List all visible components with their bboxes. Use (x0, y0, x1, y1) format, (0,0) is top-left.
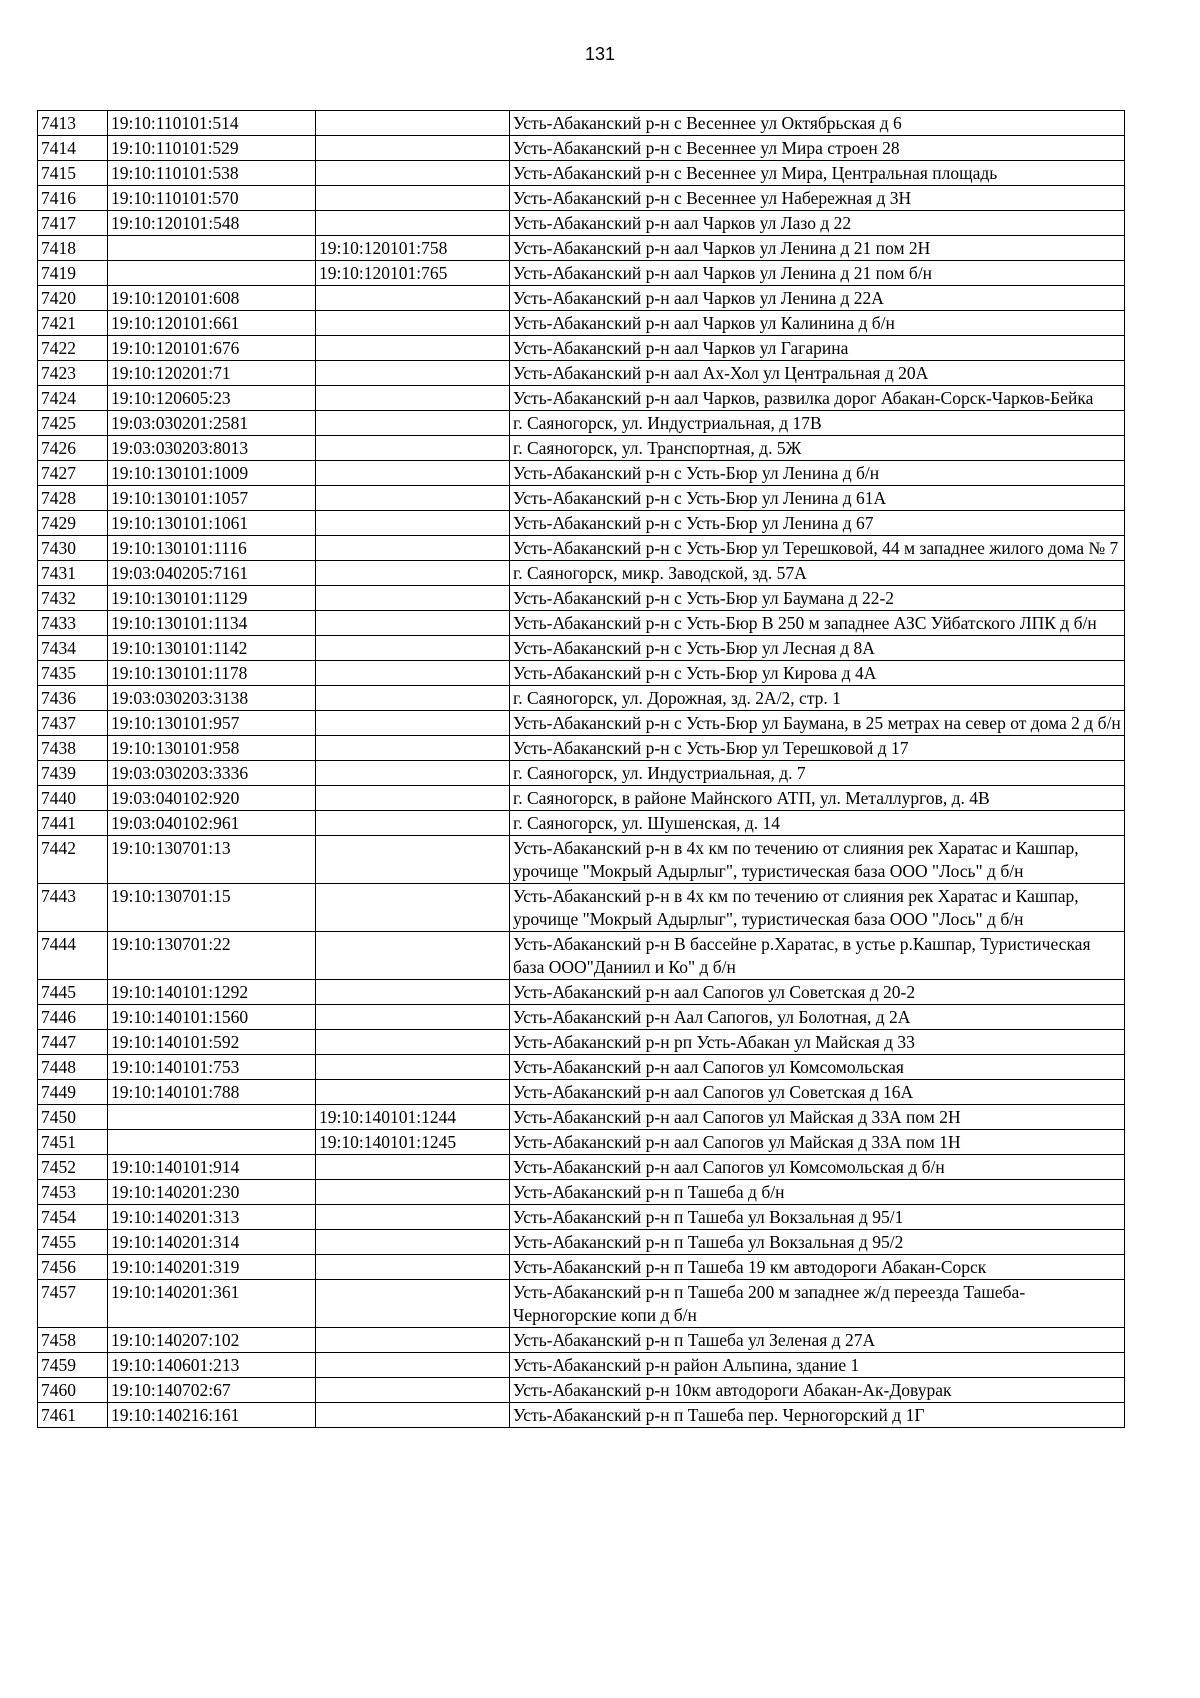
address: Усть-Абаканский р-н аал Сапогов ул Комсомольская (510, 1055, 1125, 1080)
address: Усть-Абаканский р-н с Усть-Бюр ул Кирова д 4А (510, 661, 1125, 686)
address: Усть-Абаканский р-н аал Чарков ул Ленина д 22А (510, 286, 1125, 311)
table-row (38, 932, 1125, 980)
cadastral-number-secondary: 19:10:120101:765 (316, 261, 510, 286)
cadastral-number: 19:10:130101:1061 (108, 511, 316, 536)
row-number: 7451 (38, 1130, 108, 1155)
address: Усть-Абаканский р-н аал Чарков ул Ленина д 21 пом б/н (510, 261, 1125, 286)
row-number: 7433 (38, 611, 108, 636)
cadastral-number: 19:10:140702:67 (108, 1378, 316, 1403)
cadastral-number: 19:10:120101:548 (108, 211, 316, 236)
row-number: 7424 (38, 386, 108, 411)
address: Усть-Абаканский р-н с Весеннее ул Набережная д 3Н (510, 186, 1125, 211)
cadastral-number-secondary (316, 361, 510, 386)
cadastral-number-secondary (316, 1055, 510, 1080)
address: Усть-Абаканский р-н с Весеннее ул Мира, Центральная площадь (510, 161, 1125, 186)
cadastral-number (108, 261, 316, 286)
cadastral-number: 19:10:140201:313 (108, 1205, 316, 1230)
address: Усть-Абаканский р-н в 4х км по течению от слияния рек Харатас и Кашпар, урочище "Мокрый Адырлыг", туристическая база ООО "Лось" д б/н (510, 884, 1125, 932)
table-row (38, 611, 1125, 636)
address: Усть-Абаканский р-н с Усть-Бюр ул Баумана, в 25 метрах на север от дома 2 д б/н (510, 711, 1125, 736)
table-row (38, 561, 1125, 586)
table-row (38, 1378, 1125, 1403)
cadastral-number-secondary (316, 336, 510, 361)
row-number: 7419 (38, 261, 108, 286)
cadastral-number-secondary (316, 186, 510, 211)
cadastral-number-secondary (316, 536, 510, 561)
cadastral-number: 19:10:110101:514 (108, 111, 316, 136)
address: Усть-Абаканский р-н с Весеннее ул Мира строен 28 (510, 136, 1125, 161)
address: Усть-Абаканский р-н аал Сапогов ул Майская д 33А пом 1Н (510, 1130, 1125, 1155)
address: Усть-Абаканский р-н с Усть-Бюр ул Ленина д б/н (510, 461, 1125, 486)
cadastral-number-secondary (316, 461, 510, 486)
address: Усть-Абаканский р-н аал Сапогов ул Майская д 33А пом 2Н (510, 1105, 1125, 1130)
cadastral-number-secondary (316, 1155, 510, 1180)
table-row (38, 236, 1125, 261)
cadastral-number: 19:10:120101:608 (108, 286, 316, 311)
cadastral-number-secondary (316, 686, 510, 711)
address: Усть-Абаканский р-н аал Сапогов ул Комсомольская д б/н (510, 1155, 1125, 1180)
table-row (38, 761, 1125, 786)
cadastral-number: 19:10:130101:1134 (108, 611, 316, 636)
row-number: 7434 (38, 636, 108, 661)
cadastral-number-secondary (316, 486, 510, 511)
address: Усть-Абаканский р-н п Ташеба 200 м западнее ж/д переезда Ташеба-Черногорские копи д б/н (510, 1280, 1125, 1328)
row-number: 7414 (38, 136, 108, 161)
cadastral-number: 19:10:140207:102 (108, 1328, 316, 1353)
cadastral-number-secondary (316, 736, 510, 761)
table-row (38, 884, 1125, 932)
cadastral-number: 19:10:130101:1009 (108, 461, 316, 486)
cadastral-number-secondary (316, 1180, 510, 1205)
cadastral-number: 19:10:140201:314 (108, 1230, 316, 1255)
cadastral-number: 19:10:140101:1560 (108, 1005, 316, 1030)
address: Усть-Абаканский р-н с Усть-Бюр ул Терешковой д 17 (510, 736, 1125, 761)
cadastral-number: 19:10:140101:592 (108, 1030, 316, 1055)
address: Усть-Абаканский р-н 10км автодороги Абакан-Ак-Довурак (510, 1378, 1125, 1403)
table-row (38, 311, 1125, 336)
cadastral-number: 19:10:140101:914 (108, 1155, 316, 1180)
row-number: 7441 (38, 811, 108, 836)
table-row (38, 1105, 1125, 1130)
row-number: 7461 (38, 1403, 108, 1428)
row-number: 7431 (38, 561, 108, 586)
page-number: 131 (584, 44, 616, 64)
cadastral-number: 19:10:140601:213 (108, 1353, 316, 1378)
address: Усть-Абаканский р-н аал Чарков, развилка дорог Абакан-Сорск-Чарков-Бейка (510, 386, 1125, 411)
row-number: 7458 (38, 1328, 108, 1353)
table-row (38, 111, 1125, 136)
table-row (38, 786, 1125, 811)
table-row (38, 536, 1125, 561)
cadastral-number: 19:10:110101:529 (108, 136, 316, 161)
cadastral-number-secondary (316, 1080, 510, 1105)
table-row (38, 1155, 1125, 1180)
cadastral-number (108, 1130, 316, 1155)
row-number: 7459 (38, 1353, 108, 1378)
cadastral-number-secondary (316, 932, 510, 980)
row-number: 7413 (38, 111, 108, 136)
cadastral-number: 19:10:110101:570 (108, 186, 316, 211)
table-row (38, 336, 1125, 361)
cadastral-number: 19:10:130101:1178 (108, 661, 316, 686)
row-number: 7429 (38, 511, 108, 536)
table-row (38, 1280, 1125, 1328)
table-row (38, 511, 1125, 536)
cadastral-number-secondary (316, 611, 510, 636)
address: Усть-Абаканский р-н п Ташеба 19 км автодороги Абакан-Сорск (510, 1255, 1125, 1280)
row-number: 7460 (38, 1378, 108, 1403)
registry-rows (38, 111, 1125, 1428)
address: Усть-Абаканский р-н Аал Сапогов, ул Болотная, д 2А (510, 1005, 1125, 1030)
cadastral-number: 19:10:140201:230 (108, 1180, 316, 1205)
table-row (38, 411, 1125, 436)
address: Усть-Абаканский р-н с Усть-Бюр ул Ленина д 67 (510, 511, 1125, 536)
cadastral-number: 19:03:030201:2581 (108, 411, 316, 436)
table-row (38, 1005, 1125, 1030)
table-row (38, 686, 1125, 711)
row-number: 7438 (38, 736, 108, 761)
address: Усть-Абаканский р-н В бассейне р.Харатас, в устье р.Кашпар, Туристическая база ООО"Даниил и Ко" д б/н (510, 932, 1125, 980)
address: Усть-Абаканский р-н п Ташеба ул Вокзальная д 95/1 (510, 1205, 1125, 1230)
cadastral-number: 19:10:130701:13 (108, 836, 316, 884)
row-number: 7443 (38, 884, 108, 932)
cadastral-number: 19:10:120201:71 (108, 361, 316, 386)
cadastral-number: 19:10:140201:319 (108, 1255, 316, 1280)
address: г. Саяногорск, ул. Индустриальная, д 17В (510, 411, 1125, 436)
address: Усть-Абаканский р-н с Усть-Бюр ул Баумана д 22-2 (510, 586, 1125, 611)
address: Усть-Абаканский р-н аал Ах-Хол ул Центральная д 20А (510, 361, 1125, 386)
cadastral-number: 19:10:140216:161 (108, 1403, 316, 1428)
table-row (38, 1180, 1125, 1205)
row-number: 7428 (38, 486, 108, 511)
cadastral-number: 19:10:120101:676 (108, 336, 316, 361)
row-number: 7440 (38, 786, 108, 811)
cadastral-number (108, 236, 316, 261)
cadastral-number (108, 1105, 316, 1130)
table-row (38, 286, 1125, 311)
cadastral-number: 19:10:120101:661 (108, 311, 316, 336)
table-row (38, 836, 1125, 884)
cadastral-number-secondary (316, 111, 510, 136)
cadastral-number-secondary (316, 1378, 510, 1403)
registry-table (37, 110, 1125, 1428)
row-number: 7432 (38, 586, 108, 611)
row-number: 7417 (38, 211, 108, 236)
row-number: 7436 (38, 686, 108, 711)
row-number: 7446 (38, 1005, 108, 1030)
cadastral-number-secondary (316, 511, 510, 536)
address: г. Саяногорск, в районе Майнского АТП, ул. Металлургов, д. 4В (510, 786, 1125, 811)
cadastral-number-secondary (316, 661, 510, 686)
cadastral-number-secondary (316, 1328, 510, 1353)
table-row (38, 436, 1125, 461)
address: г. Саяногорск, ул. Шушенская, д. 14 (510, 811, 1125, 836)
row-number: 7437 (38, 711, 108, 736)
cadastral-number-secondary (316, 711, 510, 736)
row-number: 7445 (38, 980, 108, 1005)
row-number: 7447 (38, 1030, 108, 1055)
row-number: 7450 (38, 1105, 108, 1130)
address: Усть-Абаканский р-н аал Сапогов ул Советская д 20-2 (510, 980, 1125, 1005)
cadastral-number-secondary: 19:10:120101:758 (316, 236, 510, 261)
row-number: 7452 (38, 1155, 108, 1180)
table-row (38, 461, 1125, 486)
table-row (38, 1255, 1125, 1280)
table-row (38, 586, 1125, 611)
cadastral-number: 19:10:140101:753 (108, 1055, 316, 1080)
table-row (38, 1080, 1125, 1105)
table-row (38, 211, 1125, 236)
row-number: 7439 (38, 761, 108, 786)
cadastral-number: 19:03:040102:920 (108, 786, 316, 811)
table-row (38, 1230, 1125, 1255)
row-number: 7423 (38, 361, 108, 386)
cadastral-number: 19:03:030203:3138 (108, 686, 316, 711)
row-number: 7415 (38, 161, 108, 186)
cadastral-number-secondary: 19:10:140101:1244 (316, 1105, 510, 1130)
cadastral-number: 19:10:130101:1129 (108, 586, 316, 611)
table-row (38, 1205, 1125, 1230)
cadastral-number-secondary (316, 884, 510, 932)
cadastral-number: 19:10:130101:1116 (108, 536, 316, 561)
address: г. Саяногорск, ул. Дорожная, зд. 2А/2, стр. 1 (510, 686, 1125, 711)
row-number: 7420 (38, 286, 108, 311)
address: г. Саяногорск, ул. Индустриальная, д. 7 (510, 761, 1125, 786)
cadastral-number-secondary (316, 211, 510, 236)
table-row (38, 980, 1125, 1005)
cadastral-number-secondary (316, 1353, 510, 1378)
row-number: 7453 (38, 1180, 108, 1205)
cadastral-number-secondary (316, 636, 510, 661)
address: Усть-Абаканский р-н с Усть-Бюр ул Терешковой, 44 м западнее жилого дома № 7 (510, 536, 1125, 561)
cadastral-number-secondary (316, 286, 510, 311)
row-number: 7416 (38, 186, 108, 211)
table-row (38, 636, 1125, 661)
table-row (38, 1030, 1125, 1055)
cadastral-number-secondary (316, 436, 510, 461)
cadastral-number-secondary (316, 586, 510, 611)
row-number: 7435 (38, 661, 108, 686)
cadastral-number: 19:03:040205:7161 (108, 561, 316, 586)
address: Усть-Абаканский р-н аал Чарков ул Ленина д 21 пом 2Н (510, 236, 1125, 261)
cadastral-number: 19:10:130101:958 (108, 736, 316, 761)
address: г. Саяногорск, ул. Транспортная, д. 5Ж (510, 436, 1125, 461)
cadastral-number-secondary (316, 1230, 510, 1255)
address: Усть-Абаканский р-н п Ташеба пер. Черногорский д 1Г (510, 1403, 1125, 1428)
table-row (38, 1353, 1125, 1378)
address: Усть-Абаканский р-н п Ташеба ул Вокзальная д 95/2 (510, 1230, 1125, 1255)
table-row (38, 711, 1125, 736)
cadastral-number-secondary (316, 836, 510, 884)
row-number: 7455 (38, 1230, 108, 1255)
row-number: 7442 (38, 836, 108, 884)
cadastral-number-secondary (316, 1255, 510, 1280)
address: Усть-Абаканский р-н аал Чарков ул Лазо д 22 (510, 211, 1125, 236)
table-row (38, 161, 1125, 186)
cadastral-number: 19:10:120605:23 (108, 386, 316, 411)
table-row (38, 186, 1125, 211)
cadastral-number: 19:10:130701:15 (108, 884, 316, 932)
address: Усть-Абаканский р-н аал Чарков ул Калинина д б/н (510, 311, 1125, 336)
table-row (38, 136, 1125, 161)
cadastral-number: 19:10:110101:538 (108, 161, 316, 186)
cadastral-number: 19:10:130101:1057 (108, 486, 316, 511)
cadastral-number-secondary (316, 1205, 510, 1230)
table-row (38, 661, 1125, 686)
cadastral-number: 19:10:140201:361 (108, 1280, 316, 1328)
table-row (38, 261, 1125, 286)
address: Усть-Абаканский р-н с Весеннее ул Октябрьская д 6 (510, 111, 1125, 136)
row-number: 7449 (38, 1080, 108, 1105)
cadastral-number-secondary (316, 761, 510, 786)
address: Усть-Абаканский р-н в 4х км по течению от слияния рек Харатас и Кашпар, урочище "Мокрый Адырлыг", туристическая база ООО "Лось" д б/н (510, 836, 1125, 884)
table-row (38, 1328, 1125, 1353)
cadastral-number-secondary (316, 1005, 510, 1030)
cadastral-number: 19:10:130701:22 (108, 932, 316, 980)
cadastral-number-secondary (316, 311, 510, 336)
row-number: 7418 (38, 236, 108, 261)
row-number: 7421 (38, 311, 108, 336)
table-row (38, 1055, 1125, 1080)
address: Усть-Абаканский р-н п Ташеба д б/н (510, 1180, 1125, 1205)
address: Усть-Абаканский р-н рп Усть-Абакан ул Майская д 33 (510, 1030, 1125, 1055)
address: Усть-Абаканский р-н с Усть-Бюр ул Лесная д 8А (510, 636, 1125, 661)
cadastral-number-secondary (316, 561, 510, 586)
address: Усть-Абаканский р-н район Альпина, здание 1 (510, 1353, 1125, 1378)
address: Усть-Абаканский р-н аал Чарков ул Гагарина (510, 336, 1125, 361)
row-number: 7454 (38, 1205, 108, 1230)
cadastral-number: 19:10:130101:957 (108, 711, 316, 736)
table-row (38, 1403, 1125, 1428)
cadastral-number-secondary (316, 786, 510, 811)
table-row (38, 811, 1125, 836)
cadastral-number-secondary (316, 1030, 510, 1055)
cadastral-number-secondary (316, 1403, 510, 1428)
cadastral-number-secondary (316, 1280, 510, 1328)
cadastral-number-secondary (316, 386, 510, 411)
row-number: 7427 (38, 461, 108, 486)
table-row (38, 1130, 1125, 1155)
cadastral-number: 19:10:130101:1142 (108, 636, 316, 661)
cadastral-number-secondary (316, 161, 510, 186)
address: Усть-Абаканский р-н аал Сапогов ул Советская д 16А (510, 1080, 1125, 1105)
table-row (38, 736, 1125, 761)
row-number: 7444 (38, 932, 108, 980)
cadastral-number-secondary (316, 811, 510, 836)
address: Усть-Абаканский р-н п Ташеба ул Зеленая д 27А (510, 1328, 1125, 1353)
row-number: 7457 (38, 1280, 108, 1328)
address: Усть-Абаканский р-н с Усть-Бюр ул Ленина д 61А (510, 486, 1125, 511)
row-number: 7448 (38, 1055, 108, 1080)
row-number: 7456 (38, 1255, 108, 1280)
cadastral-number-secondary (316, 411, 510, 436)
cadastral-number-secondary (316, 136, 510, 161)
cadastral-number: 19:03:040102:961 (108, 811, 316, 836)
cadastral-number: 19:10:140101:788 (108, 1080, 316, 1105)
table-row (38, 386, 1125, 411)
address: Усть-Абаканский р-н с Усть-Бюр В 250 м западнее АЗС Уйбатского ЛПК д б/н (510, 611, 1125, 636)
cadastral-number: 19:03:030203:8013 (108, 436, 316, 461)
row-number: 7422 (38, 336, 108, 361)
address: г. Саяногорск, микр. Заводской, зд. 57А (510, 561, 1125, 586)
row-number: 7425 (38, 411, 108, 436)
cadastral-number-secondary (316, 980, 510, 1005)
row-number: 7426 (38, 436, 108, 461)
row-number: 7430 (38, 536, 108, 561)
table-row (38, 486, 1125, 511)
cadastral-number: 19:10:140101:1292 (108, 980, 316, 1005)
table-row (38, 361, 1125, 386)
cadastral-number: 19:03:030203:3336 (108, 761, 316, 786)
cadastral-number-secondary: 19:10:140101:1245 (316, 1130, 510, 1155)
